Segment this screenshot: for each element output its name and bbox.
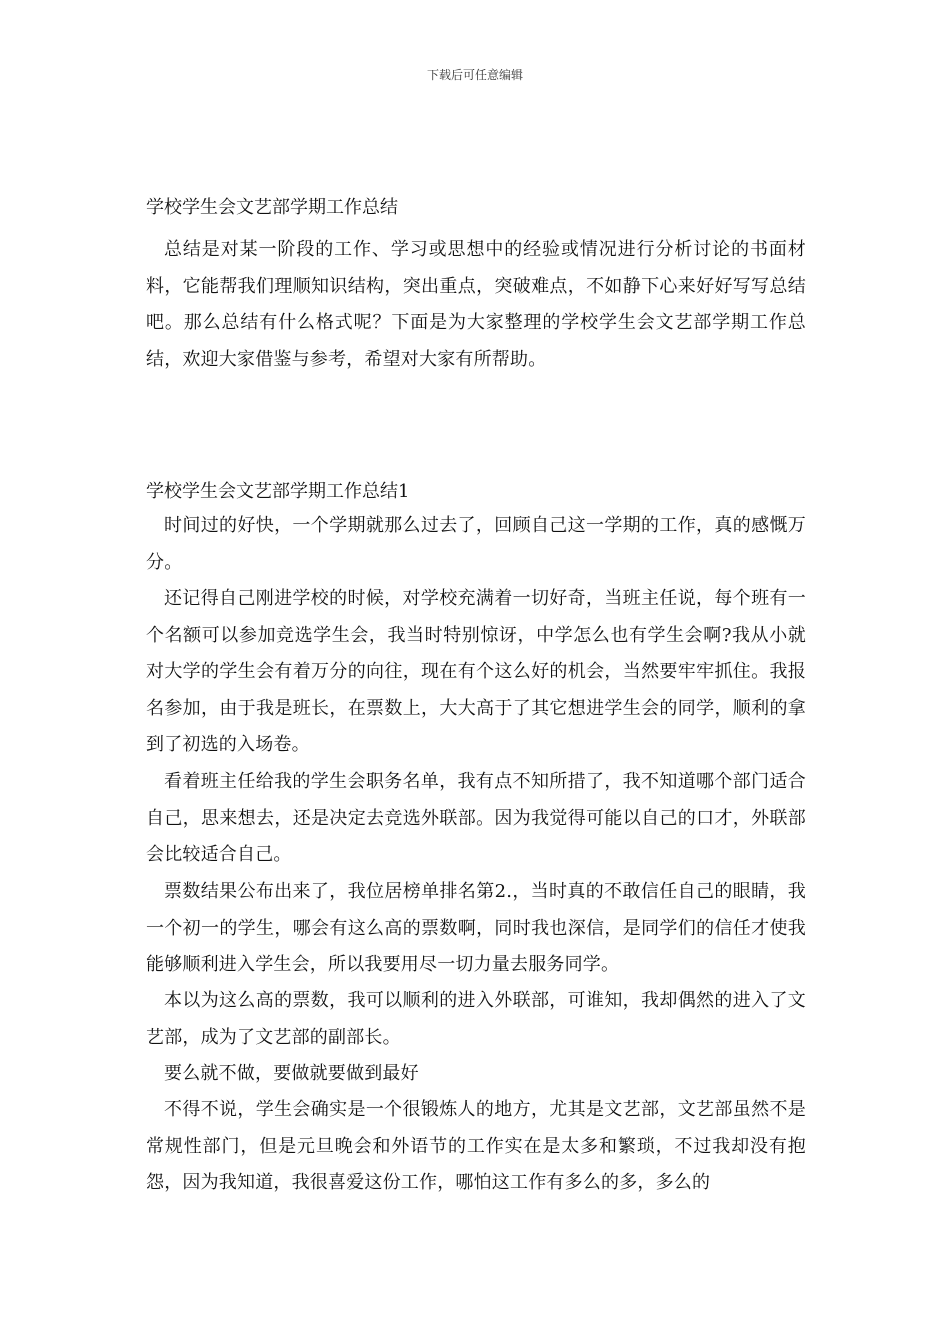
body-paragraph: 本以为这么高的票数，我可以顺利的进入外联部，可谁知，我却偶然的进入了文艺部，成为了文艺部的副部长。 <box>146 990 806 1048</box>
body-paragraph: 看着班主任给我的学生会职务名单，我有点不知所措了，我不知道哪个部门适合自己，思来想去，还是决定去竞选外联部。因为我觉得可能以自己的口才，外联部会比较适合自己。 <box>146 771 806 865</box>
page-header-note: 下载后可任意编辑 <box>426 68 523 82</box>
body-paragraph: 不得不说，学生会确实是一个很锻炼人的地方，尤其是文艺部，文艺部虽然不是常规性部门，但是元旦晚会和外语节的工作实在是太多和繁琐，不过我却没有抱怨，因为我知道，我很喜爱这份工作，哪怕这工作有多么的多，多么的 <box>146 1099 806 1193</box>
document-title: 学校学生会文艺部学期工作总结 <box>146 197 398 218</box>
body-paragraph: 时间过的好快，一个学期就那么过去了，回顾自己这一学期的工作，真的感慨万分。 <box>146 515 806 573</box>
body-paragraph: 要么就不做，要做就要做到最好 <box>164 1063 419 1084</box>
section-title-1: 学校学生会文艺部学期工作总结1 <box>146 481 410 502</box>
body-paragraph: 还记得自己刚进学校的时候，对学校充满着一切好奇，当班主任说，每个班有一个名额可以参加竞选学生会，我当时特别惊讶，中学怎么也有学生会啊?我从小就对大学的学生会有着万分的向往，现在有个这么好的机会，当然要牢牢抓住。我报名参加，由于我是班长，在票数上，大大高于了其它想进学生会的同学，顺利的拿到了初选的入场卷。 <box>146 588 806 755</box>
body-paragraph: 票数结果公布出来了，我位居榜单排名第2.，当时真的不敢信任自己的眼睛，我一个初一的学生，哪会有这么高的票数啊，同时我也深信，是同学们的信任才使我能够顺利进入学生会，所以我要用尽一切力量去服务同学。 <box>146 881 806 975</box>
intro-paragraph: 总结是对某一阶段的工作、学习或思想中的经验或情况进行分析讨论的书面材料，它能帮我们理顺知识结构，突出重点，突破难点，不如静下心来好好写写总结吧。那么总结有什么格式呢？下面是为大家整理的学校学生会文艺部学期工作总结，欢迎大家借鉴与参考，希望对大家有所帮助。 <box>146 239 806 370</box>
